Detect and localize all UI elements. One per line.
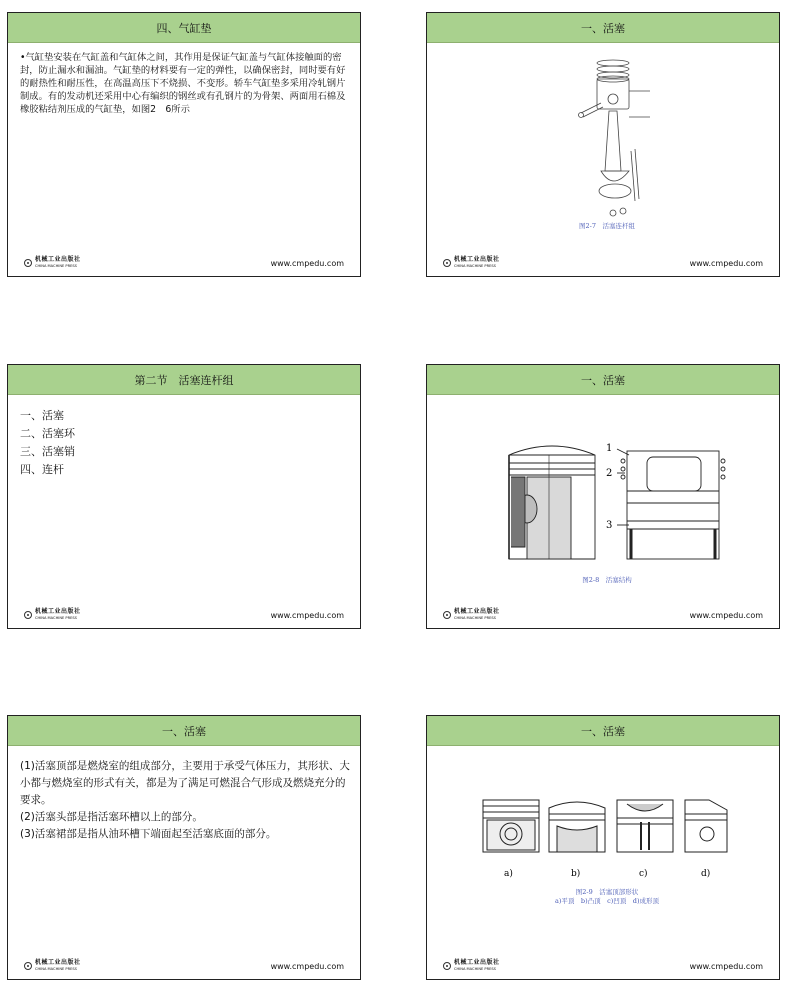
piston-top-shapes-figure <box>477 794 737 886</box>
caption-title: 图2-9 活塞顶部形状 <box>575 888 639 896</box>
slide-text <box>20 758 350 843</box>
slide-1 <box>7 12 361 277</box>
footer-url: www.cmpedu.com <box>689 610 763 620</box>
slide-3 <box>7 364 361 629</box>
publisher-logo: 机械工业出版社 CHINA MACHINE PRESS <box>24 609 81 621</box>
slide-title: 一、活塞 <box>427 13 779 43</box>
publisher-logo: 机械工业出版社 CHINA MACHINE PRESS <box>443 960 500 972</box>
figure-caption: 图2-8 活塞结构 <box>582 576 632 584</box>
slide-footer <box>443 959 763 973</box>
piston-structure-figure <box>497 437 727 572</box>
list-item: 一、活塞 <box>20 409 64 422</box>
paragraph: (1)活塞顶部是燃烧室的组成部分，主要用于承受气体压力，其形状、大小都与燃烧室的形式有关，都是为了满足可燃混合气形成及燃烧充分的要求。 <box>20 760 350 806</box>
paragraph: (3)活塞裙部是指从油环槽下端面起至活塞底面的部分。 <box>20 828 277 840</box>
publisher-logo: 机械工业出版社 CHINA MACHINE PRESS <box>443 257 500 269</box>
slide-title: 四、气缸垫 <box>8 13 360 43</box>
slide-footer <box>24 959 344 973</box>
caption-subtitle: a)平顶 b)凸顶 c)凹顶 d)成形顶 <box>555 897 659 905</box>
publisher-logo: 机械工业出版社 CHINA MACHINE PRESS <box>24 960 81 972</box>
slide-footer <box>24 608 344 622</box>
footer-url: www.cmpedu.com <box>689 258 763 268</box>
slide-title: 第二节 活塞连杆组 <box>8 365 360 395</box>
slide-title: 一、活塞 <box>427 365 779 395</box>
slide-footer <box>24 256 344 270</box>
callout-label-2: 2 <box>606 468 613 479</box>
logo-icon <box>443 962 451 970</box>
subfigure-label-d: d) <box>701 869 711 879</box>
figure-caption: 图2-7 活塞连杆组 <box>579 222 635 230</box>
slide-footer <box>443 608 763 622</box>
callout-label-1: 1 <box>606 443 613 454</box>
slide-6 <box>426 715 780 980</box>
list-item: 二、活塞环 <box>20 427 75 440</box>
subfigure-label-a: a) <box>504 869 513 879</box>
footer-url: www.cmpedu.com <box>689 961 763 971</box>
section-list <box>20 407 350 479</box>
slide-title: 一、活塞 <box>427 716 779 746</box>
slide-2 <box>426 12 780 277</box>
slide-text: •气缸垫安装在气缸盖和气缸体之间，其作用是保证气缸盖与气缸体接触面的密封，防止漏水和漏油。气缸垫的材料要有一定的弹性，以确保密封，同时要有好的耐热性和耐压性，在高温高压下不烧损、不变形。轿车气缸垫多采用冷轧钢片制成。有的发动机还采用中心有编织的钢丝或有孔钢片的为骨架、两面用石棉及橡胶粘结剂压成的气缸垫，如图2 6所示 <box>20 52 346 115</box>
footer-url: www.cmpedu.com <box>270 258 344 268</box>
slide-4 <box>426 364 780 629</box>
slide-footer <box>443 256 763 270</box>
callout-label-3: 3 <box>606 520 613 531</box>
piston-connecting-rod-figure <box>575 51 665 221</box>
logo-icon <box>24 259 32 267</box>
footer-url: www.cmpedu.com <box>270 961 344 971</box>
footer-url: www.cmpedu.com <box>270 610 344 620</box>
list-item: 三、活塞销 <box>20 445 75 458</box>
list-item: 四、连杆 <box>20 463 64 476</box>
logo-icon <box>443 259 451 267</box>
subfigure-label-b: b) <box>571 869 581 879</box>
figure-caption <box>507 888 707 906</box>
subfigure-label-c: c) <box>639 869 648 879</box>
paragraph: (2)活塞头部是指活塞环槽以上的部分。 <box>20 811 203 823</box>
publisher-logo: 机械工业出版社 CHINA MACHINE PRESS <box>24 257 81 269</box>
publisher-logo: 机械工业出版社 CHINA MACHINE PRESS <box>443 609 500 621</box>
logo-icon <box>24 611 32 619</box>
logo-icon <box>443 611 451 619</box>
slide-5 <box>7 715 361 980</box>
logo-icon <box>24 962 32 970</box>
slide-title: 一、活塞 <box>8 716 360 746</box>
